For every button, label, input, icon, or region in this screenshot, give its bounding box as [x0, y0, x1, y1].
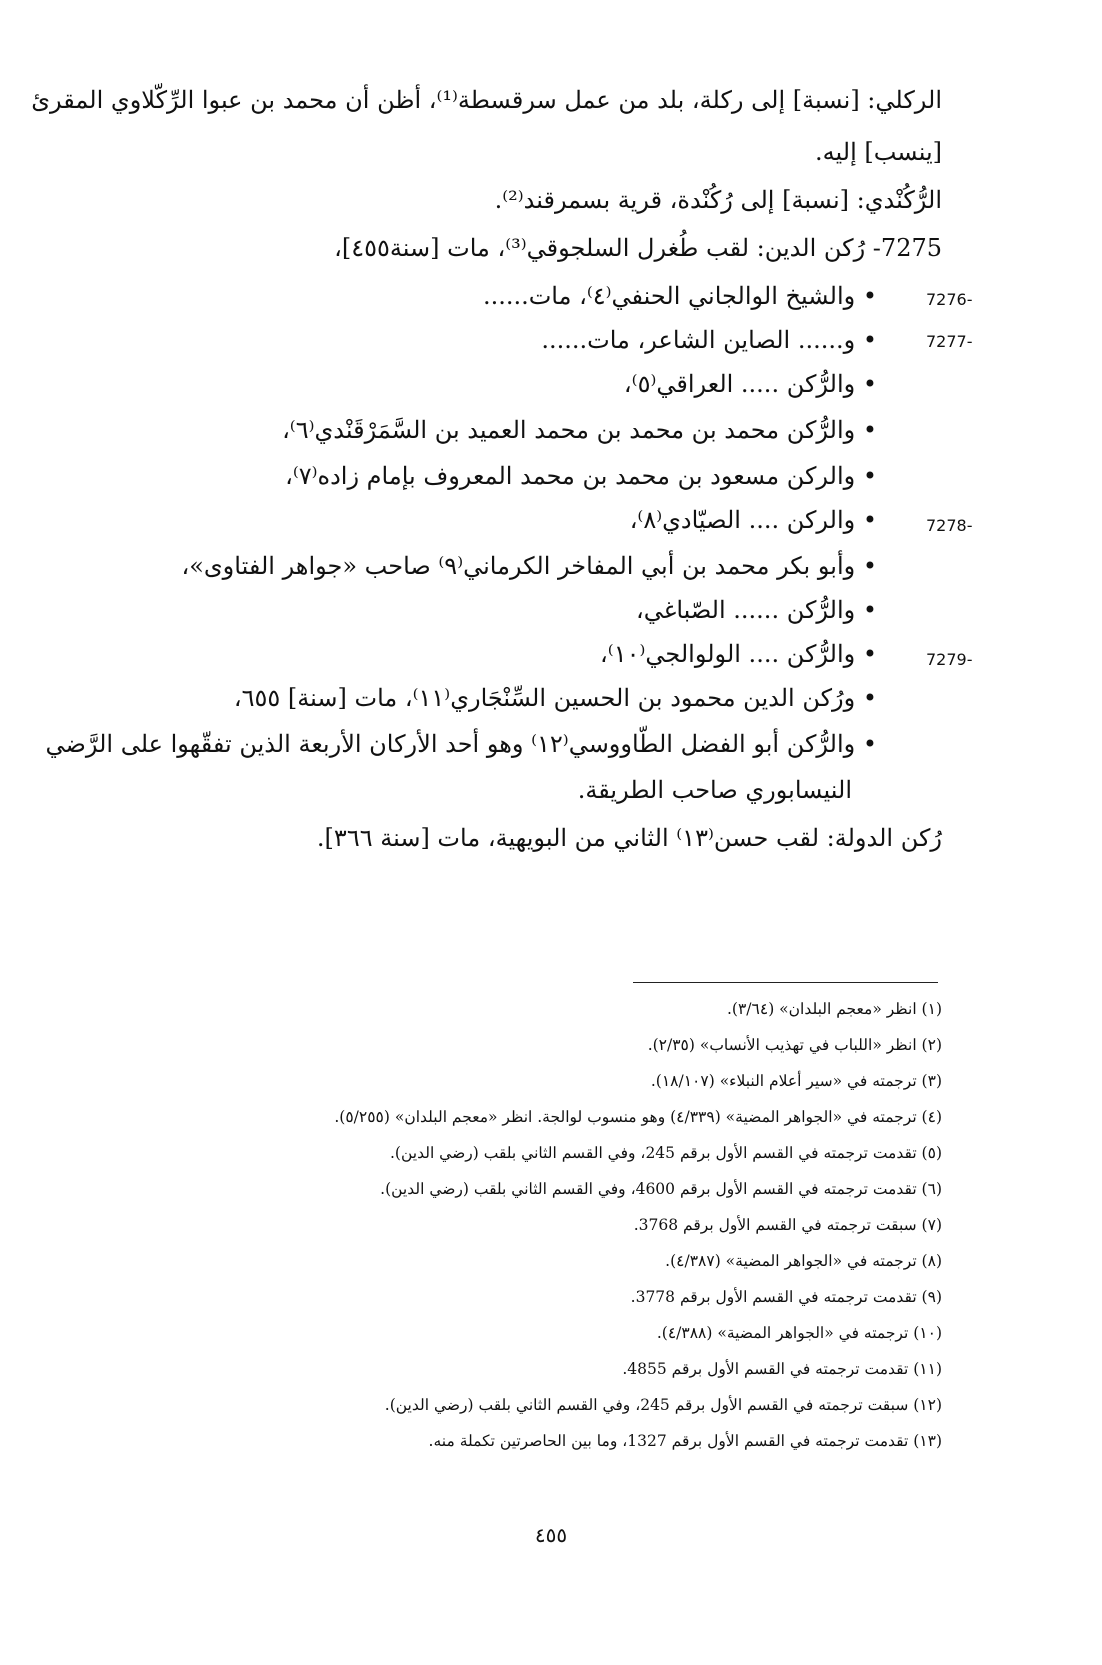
footnote: (٦) تقدمت ترجمته في القسم الأول برقم 4600، وفي القسم الثاني بلقب (رضي الدين).: [380, 1180, 942, 1198]
bullet-item: • والرُّكن أبو الفضل الطّاووسي⁽١٢⁾ وهو أحد الأركان الأربعة الذين تفقّهوا على الرَّضي: [45, 730, 877, 758]
bullet-item: • والرُّكن ...... الصّباغي،: [636, 596, 877, 624]
bullet-item: • والركن .... الصيّادي⁽٨⁾،: [629, 506, 877, 534]
entry-number: 7276-: [926, 290, 973, 309]
footnote: (١٠) ترجمته في «الجواهر المضية» (٤/٣٨٨).: [656, 1324, 942, 1342]
entry-rakli: الركلي: [نسبة] إلى ركلة، بلد من عمل سرقسطة⁽¹⁾، أظن أن محمد بن عبوا الرِّكّلاوي المقرئ: [31, 86, 942, 114]
footnote: (١١) تقدمت ترجمته في القسم الأول برقم 4855.: [622, 1360, 942, 1378]
footnote: (١) انظر «معجم البلدان» (٣/٦٤).: [727, 1000, 942, 1018]
footnote: (٣) ترجمته في «سير أعلام النبلاء» (١٨/١٠٧).: [650, 1072, 942, 1090]
footnote-separator: [633, 982, 938, 983]
entry-rakli-continued: [ينسب] إليه.: [815, 138, 942, 166]
page-number: ٤٥٥: [534, 1523, 568, 1547]
bullet-item: • والرُّكن .... الولوالجي⁽١٠⁾،: [600, 640, 877, 668]
entry-7275: 7275- رُكن الدين: لقب طُغرل السلجوقي⁽³⁾، مات [سنة٤٥٥]،: [334, 234, 942, 262]
footnote: (٤) ترجمته في «الجواهر المضية» (٤/٣٣٩) وهو منسوب لوالجة. انظر «معجم البلدان» (٥/٢٥٥).: [334, 1108, 942, 1126]
bullet-item: • والرُّكن محمد بن محمد بن محمد العميد بن السَّمَرْقَنْدي⁽٦⁾،: [282, 416, 877, 444]
bullet-item: • ورُكن الدين محمود بن الحسين السِّنْجَاري⁽١١⁾، مات [سنة] ٦٥٥،: [233, 684, 877, 712]
bullet-item: • والشيخ الوالجاني الحنفي⁽٤⁾، مات......: [482, 282, 877, 310]
entry-rukundi: الرُّكُنْدي: [نسبة] إلى رُكُنْدة، قرية بسمرقند⁽²⁾.: [494, 186, 942, 214]
footnote: (١٢) سبقت ترجمته في القسم الأول برقم 245، وفي القسم الثاني بلقب (رضي الدين).: [384, 1396, 942, 1414]
bullet-item-continued: النيسابوري صاحب الطريقة.: [577, 776, 852, 804]
entry-number: 7279-: [926, 650, 973, 669]
footnote: (٩) تقدمت ترجمته في القسم الأول برقم 3778.: [630, 1288, 942, 1306]
footnote: (٥) تقدمت ترجمته في القسم الأول برقم 245، وفي القسم الثاني بلقب (رضي الدين).: [390, 1144, 942, 1162]
footnote: (٢) انظر «اللباب في تهذيب الأنساب» (٢/٣٥).: [647, 1036, 942, 1054]
footnote: (١٣) تقدمت ترجمته في القسم الأول برقم 1327، وما بين الحاصرتين تكملة منه.: [428, 1432, 942, 1450]
bullet-item: • و...... الصاين الشاعر، مات......: [541, 326, 877, 354]
bullet-item: • والرُّكن ..... العراقي⁽٥⁾،: [623, 370, 877, 398]
entry-rukn-aldawla: رُكن الدولة: لقب حسن⁽١٣⁾ الثاني من البويهية، مات [سنة ٣٦٦].: [316, 824, 942, 852]
bullet-item: • والركن مسعود بن محمد بن محمد المعروف بإمام زاده⁽٧⁾،: [285, 462, 877, 490]
entry-number: 7278-: [926, 516, 973, 535]
footnote: (٧) سبقت ترجمته في القسم الأول برقم 3768.: [633, 1216, 942, 1234]
entry-number: 7277-: [926, 332, 973, 351]
bullet-item: • وأبو بكر محمد بن أبي المفاخر الكرماني⁽٩⁾ صاحب «جواهر الفتاوى»،: [181, 552, 877, 580]
footnote: (٨) ترجمته في «الجواهر المضية» (٤/٣٨٧).: [665, 1252, 942, 1270]
